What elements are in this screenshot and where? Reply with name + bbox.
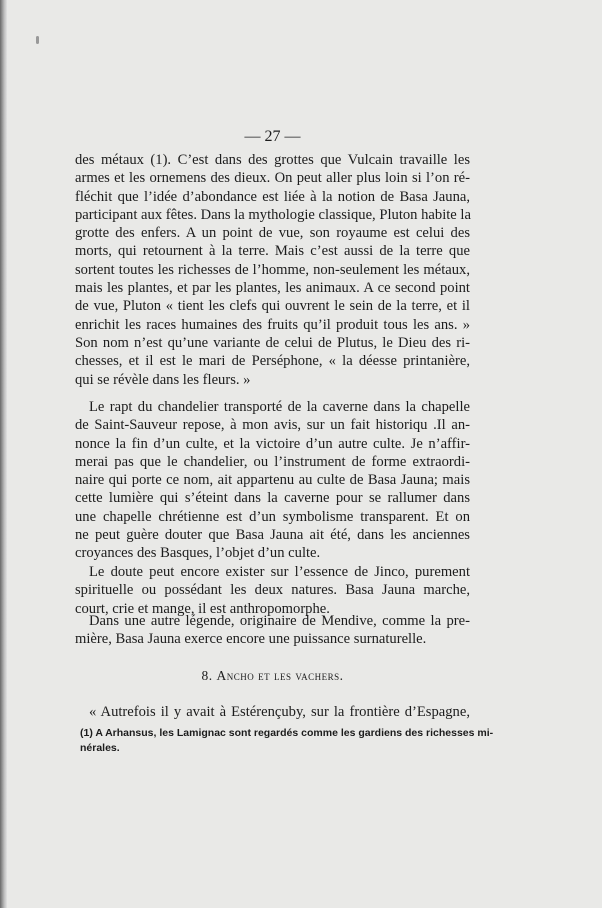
- text-line: des métaux (1). C’est dans des grottes que Vulcain travaille les: [75, 152, 470, 168]
- text-line: nonce la fin d’un culte, et la victoire d’un autre culte. Je n’affir-: [75, 435, 470, 452]
- text-line: Le doute peut encore exister sur l’essence de Jinco, purement: [89, 564, 470, 580]
- text-line: enrichit les races humaines des fruits qu’il produit tous les ans. »: [75, 316, 470, 333]
- text-line: cette lumière qui s’éteint dans la caverne pour se rallumer dans: [75, 490, 470, 507]
- text-line: merai pas que le chandelier, ou l’instrument de forme extraordi-: [75, 453, 470, 470]
- text-line: armes et les ornemens des dieux. On peut aller plus loin si l’on ré-: [75, 170, 470, 187]
- paragraph-2: [75, 398, 470, 563]
- text-line: Le rapt du chandelier transporté de la caverne dans la chapelle: [89, 399, 470, 415]
- text-line: ne peut guère douter que Basa Jauna ait été, dans les anciennes: [75, 527, 470, 544]
- text-line: qui se révèle dans les fleurs. »: [75, 371, 251, 388]
- text-line: spirituelle ou possédant les deux natures. Basa Jauna marche,: [75, 582, 470, 599]
- text-line: mière, Basa Jauna exerce encore une puissance surnaturelle.: [75, 631, 427, 648]
- text-line: mais les plantes, et par les plantes, les animaux. A ce second point: [75, 280, 470, 297]
- paragraph-4: [75, 612, 470, 649]
- text-line: grotte des enfers. A un point de vue, son royaume est celui des: [75, 225, 470, 242]
- footnote: [80, 726, 494, 756]
- text-line: de Saint-Sauveur repose, à mon avis, sur un fait historiqu .Il an-: [75, 417, 470, 434]
- text-line: croyances des Basques, l’objet d’un culte.: [75, 545, 321, 562]
- section-number: 8.: [201, 668, 213, 683]
- text-line: « Autrefois il y avait à Estérençuby, sur la frontière d’Espagne,: [89, 704, 470, 720]
- page-number: — 27 —: [244, 128, 301, 145]
- text-line: morts, qui retournent à la terre. Mais c’est aussi de la terre que: [75, 243, 470, 260]
- text-line: Dans une autre légende, originaire de Mendive, comme la pre-: [89, 613, 470, 629]
- section-title: Ancho et les vachers.: [216, 668, 344, 683]
- scan-speck: [36, 36, 39, 44]
- text-line: court, crie et mange, il est anthropomorphe.: [75, 600, 330, 617]
- section-heading: [0, 668, 545, 684]
- text-line: naire qui porte ce nom, ait appartenu au culte de Basa Jauna; mais: [75, 472, 470, 489]
- text-line: sortent toutes les richesses de l’homme, non-seulement les métaux,: [75, 261, 470, 278]
- paragraph-1: [75, 151, 470, 389]
- section-first-paragraph: [75, 703, 470, 721]
- text-line: nérales.: [80, 742, 120, 754]
- text-line: fléchit que l’idée d’abondance est liée à la notion de Basa Jauna,: [75, 188, 470, 205]
- text-line: (1) A Arhansus, les Lamignac sont regardés comme les gardiens des richesses mi-: [80, 727, 494, 739]
- paragraph-3: [75, 563, 470, 618]
- text-line: chesses, et il est le mari de Perséphone, « la déesse printanière,: [75, 353, 470, 370]
- text-line: de vue, Pluton « tient les clefs qui ouvrent le sein de la terre, et il: [75, 298, 470, 315]
- text-line: participant aux fêtes. Dans la mythologie classique, Pluton habite la: [75, 206, 471, 223]
- text-line: une chapelle chrétienne est d’un symbolisme transparent. Et on: [75, 508, 470, 525]
- text-line: Son nom n’est qu’une variante de celui de Plutus, le Dieu des ri-: [75, 334, 470, 351]
